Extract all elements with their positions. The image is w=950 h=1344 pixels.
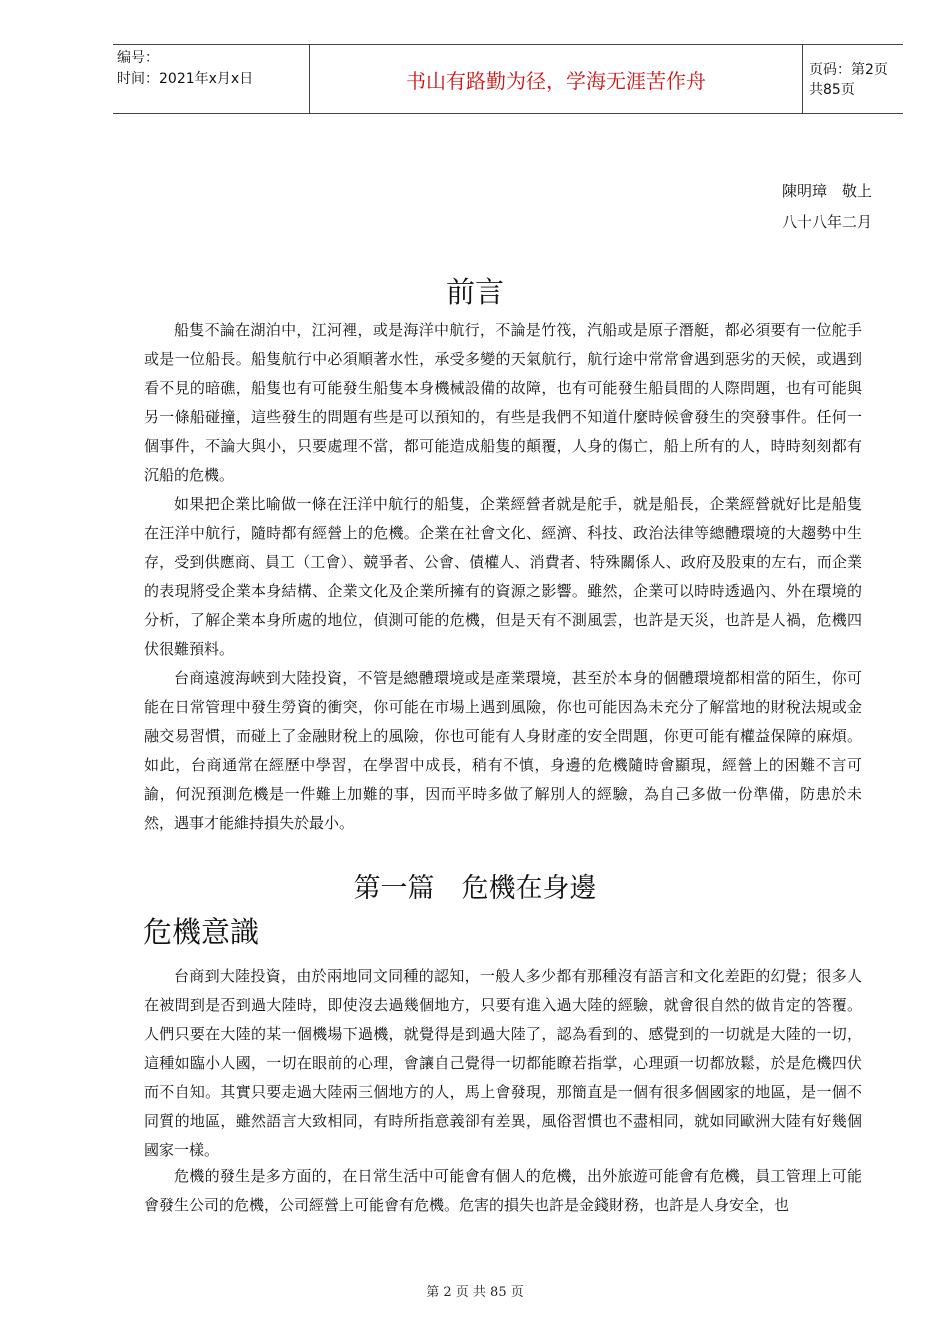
page-header	[113, 44, 903, 114]
preface-title: 前言	[445, 275, 504, 309]
signature-date: 八十八年二月	[781, 213, 872, 231]
section-paragraph-2: 危機的發生是多方面的，在日常生活中可能會有個人的危機，出外旅遊可能會有危機，員工管理上可能會發生公司的危機，公司經營上可能會有危機。危害的損失也許是金錢財務，也許是人身安全，也	[144, 1167, 862, 1214]
signature-name: 陳明璋 敬上	[781, 182, 872, 200]
header-number-label: 编号：	[117, 50, 159, 66]
preface-paragraph-1: 船隻不論在湖泊中，江河裡，或是海洋中航行，不論是竹筏，汽船或是原子潛艇，都必須要有一位舵手或是一位船長。船隻航行中必須順著水性，承受多變的天氣航行，航行途中常常會遇到惡劣的天候，或遇到看不見的暗礁，船隻也有可能發生船隻本身機械設備的故障，也有可能發生船員間的人際問題，也有可能與另一條船碰撞，這些發生的問題有些是可以預知的，有些是我們不知道什麼時候會發生的突發事件。任何一個事件，不論大與小，只要處理不當，都可能造成船隻的顛覆，人身的傷亡，船上所有的人，時時刻刻都有沉船的危機。	[144, 321, 862, 484]
header-slogan-cell	[309, 45, 803, 113]
header-slogan: 书山有路勤为径，学海无涯苦作舟	[406, 68, 706, 93]
part-title: 第一篇 危機在身邊	[353, 873, 597, 904]
preface-paragraph-2: 如果把企業比喻做一條在汪洋中航行的船隻，企業經營者就是舵手，就是船長，企業經營就好比是船隻在汪洋中航行，隨時都有經營上的危機。企業在社會文化、經濟、科技、政治法律等總體環境的大趨勢中生存，受到供應商、員工（工會）、競爭者、公會、債權人、消費者、特殊關係人、政府及股東的左右，而企業的表現將受企業本身結構、企業文化及企業所擁有的資源之影響。雖然，企業可以時時透過內、外在環境的分析，了解企業本身所處的地位，偵測可能的危機，但是天有不測風雲，也許是天災，也許是人禍，危機四伏很難預料。	[144, 495, 862, 658]
header-page-info: 页码：第2页 共85页	[809, 62, 888, 98]
header-meta	[117, 48, 253, 90]
section-paragraph-1: 台商到大陸投資，由於兩地同文同種的認知，一般人多少都有那種沒有語言和文化差距的幻覺；很多人在被問到是否到過大陸時，即使沒去過幾個地方，只要有進入過大陸的經驗，就會很自然的做肯定的答覆。人們只要在大陸的某一個機場下過機，就覺得是到過大陸了，認為看到的、感覺到的一切就是大陸的一切，這種如臨小人國，一切在眼前的心理，會讓自己覺得一切都能瞭若指掌，心理頭一切都放鬆，於是危機四伏而不自知。其實只要走過大陸兩三個地方的人，馬上會發現，那簡直是一個有很多個國家的地區，是一個不同質的地區，雖然語言大致相同，有時所指意義卻有差異，風俗習慣也不盡相同，就如同歐洲大陸有好幾個國家一樣。	[144, 967, 862, 1159]
preface-paragraph-3: 台商遠渡海峽到大陸投資，不管是總體環境或是產業環境，甚至於本身的個體環境都相當的陌生，你可能在日常管理中發生勞資的衝突，你可能在市場上遇到風險，你也可能因為未充分了解當地的財稅法規或金融交易習慣，而碰上了金融財稅上的風險，你也可能有人身財產的安全問題，你更可能有權益保障的麻煩。如此，台商通常在經歷中學習，在學習中成長，稍有不慎，身邊的危機隨時會顯現，經營上的困難不言可諭，何況預測危機是一件難上加難的事，因而平時多做了解別人的經驗，為自己多做一份準備，防患於未然，遇事才能維持損失於最小。	[144, 669, 862, 832]
page-footer: 第 2 页 共 85 页	[426, 1285, 524, 1300]
header-time-label: 时间：2021年x月x日	[117, 71, 254, 87]
section-title: 危機意識	[143, 915, 260, 949]
